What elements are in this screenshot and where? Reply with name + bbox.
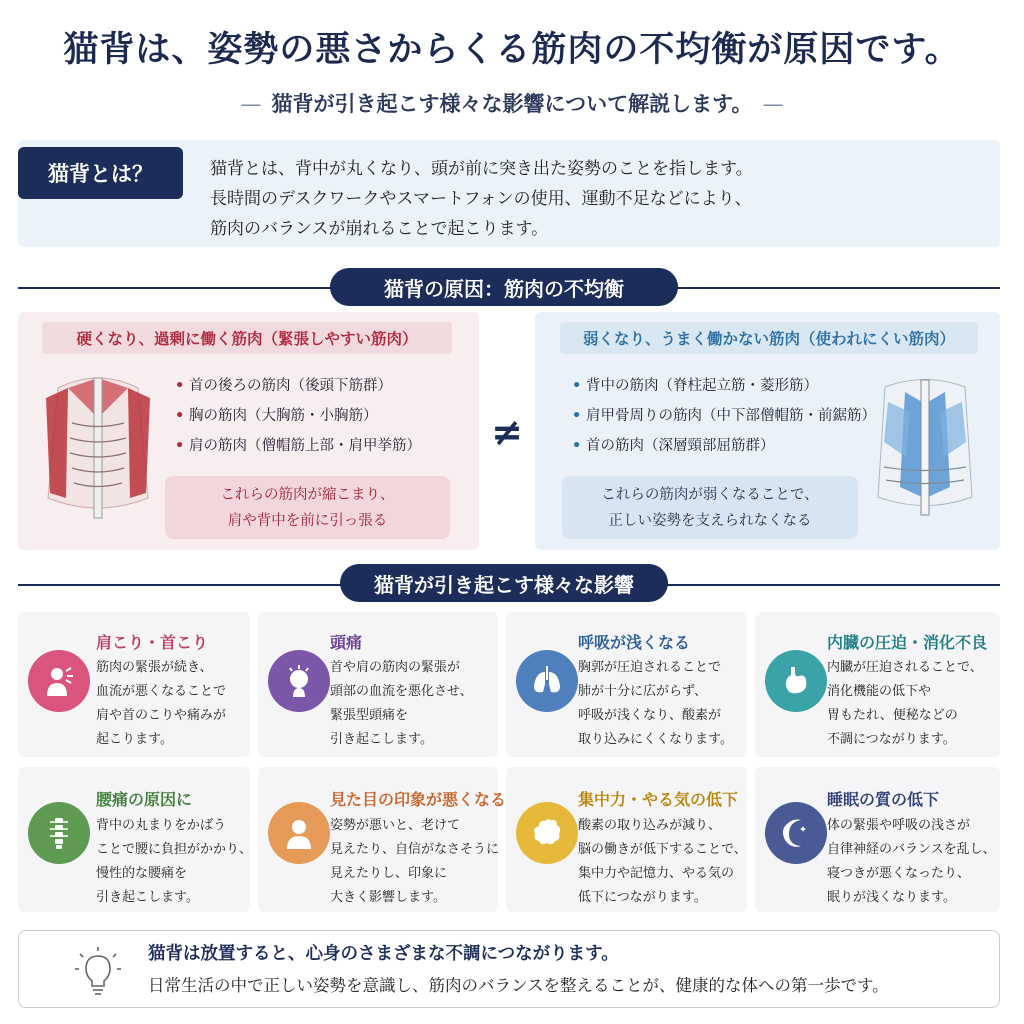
effect-line: 脳の働きが低下することで、 [578,842,747,857]
effect-description [827,814,996,910]
effect-line: 姿勢が悪いと、老けて [330,818,461,833]
effects-heading: 猫背が引き起こす様々な影響 [340,564,668,602]
effect-line: 引き起こします。 [96,890,199,905]
effect-description [827,656,983,752]
effect-line: ことで腰に負担がかかり、 [96,842,253,857]
effect-description [330,656,473,752]
effect-line: 体の緊張や呼吸の浅さが [827,818,971,833]
moon-icon [765,802,827,864]
cause-heading: 猫背の原因：筋肉の不均衡 [330,268,678,306]
dash-left: — [240,92,262,116]
neck-pain-icon [28,650,90,712]
list-item: • 首の筋肉（深層頸部屈筋群） [572,438,775,454]
effect-title: 睡眠の質の低下 [827,790,940,809]
effect-description [578,814,747,910]
effect-card [755,767,1000,912]
page-title: 猫背は、姿勢の悪さからくる筋肉の不均衡が原因です。 [63,30,961,70]
headache-icon [268,650,330,712]
effect-card [18,767,253,912]
summary-line-1: 猫背は放置すると、心身のさまざまな不調につながります。 [148,944,619,964]
list-item: • 肩甲骨周りの筋肉（中下部僧帽筋・前鋸筋） [572,408,876,424]
effect-line: 慢性的な腰痛を [96,866,188,881]
subtitle-text: 猫背が引き起こす様々な影響について解説します。 [271,92,753,116]
list-item: • 首の後ろの筋肉（後頭下筋群） [175,378,392,394]
dash-right: — [762,92,784,116]
effect-line: 消化機能の低下や [827,684,932,699]
effect-line: 胸郭が圧迫されることで [578,660,722,675]
weak-muscles-illustration [870,372,980,522]
weak-muscles-note: これらの筋肉が弱くなることで、 正しい姿勢を支えられなくなる [562,476,858,539]
definition-text [210,154,990,244]
effect-title: 見た目の印象が悪くなる [330,790,507,809]
effect-card [258,612,498,757]
person-icon [268,802,330,864]
effect-line: 眠りが浅くなります。 [827,890,956,905]
brain-icon [516,802,578,864]
effect-title: 呼吸が浅くなる [578,633,691,652]
effect-line: 取り込みにくくなります。 [578,732,733,747]
effect-title: 腰痛の原因に [96,790,193,809]
effect-line: 背中の丸まりをかばう [96,818,227,833]
effect-description [96,656,226,752]
not-equal-sign: ≠ [491,410,523,454]
tight-muscles-note: これらの筋肉が縮こまり、 肩や背中を前に引っ張る [165,476,450,539]
effect-line: 引き起こします。 [330,732,433,747]
weak-muscles-title: 弱くなり、うまく働かない筋肉（使われにくい筋肉） [560,322,978,354]
summary-line-2: 日常生活の中で正しい姿勢を意識し、筋肉のバランスを整えることが、健康的な体への第一歩です。 [148,976,889,995]
effect-line: 血流が悪くなることで [96,684,227,699]
effect-line: 大きく影響します。 [330,890,446,905]
effect-card [18,612,250,757]
list-item: • 肩の筋肉（僧帽筋上部・肩甲挙筋） [175,438,421,454]
spine-icon [28,802,90,864]
effect-title: 集中力・やる気の低下 [578,790,739,809]
effect-line: 見えたりし、印象に [330,866,448,881]
list-item: • 胸の筋肉（大胸筋・小胸筋） [175,408,378,424]
effect-line: 頭部の血流を悪化させ、 [330,684,473,699]
effect-description [578,656,733,752]
stomach-icon [765,650,827,712]
definition-line: 猫背とは、背中が丸くなり、頭が前に突き出た姿勢のことを指します。 [210,159,753,179]
effect-line: 自律神経のバランスを乱し、 [827,842,996,857]
definition-label: 猫背とは？ [18,147,183,199]
effect-line: 酸素の取り込みが減り、 [578,818,722,833]
definition-line: 長時間のデスクワークやスマートフォンの使用、運動不足などにより、 [210,189,752,209]
effect-line: 緊張型頭痛を [330,708,409,723]
effect-title: 内臓の圧迫・消化不良 [827,633,988,652]
page-subtitle [0,88,1024,118]
list-item: • 背中の筋肉（脊柱起立筋・菱形筋） [572,378,818,394]
effect-line: 低下につながります。 [578,890,707,905]
effect-line: 胃もたれ、便秘などの [827,708,958,723]
effect-line: 起こります。 [96,732,173,747]
effect-line: 集中力や記憶力、やる気の [578,866,735,881]
effect-line: 見えたり、自信がなさそうに [330,842,500,857]
effect-line: 呼吸が浅くなり、酸素が [578,708,722,723]
effect-description [330,814,499,910]
effect-line: 肺が十分に広がらず、 [578,684,707,699]
definition-line: 筋肉のバランスが崩れることで起こります。 [210,219,549,239]
effect-title: 肩こり・首こり [96,633,209,652]
effect-description [96,814,252,910]
effect-card [755,612,1000,757]
tight-muscles-title: 硬くなり、過剰に働く筋肉（緊張しやすい筋肉） [42,322,452,354]
effect-line: 内臓が圧迫されることで、 [827,660,983,675]
effect-card [506,612,747,757]
effect-card [506,767,747,912]
effect-line: 寝つきが悪くなったり、 [827,866,971,881]
tight-muscles-illustration [38,368,158,528]
lightbulb-icon [70,944,126,1000]
effect-line: 筋肉の緊張が続き、 [96,660,213,675]
effect-card [258,767,507,912]
effect-title: 頭痛 [330,633,363,652]
weak-muscles-list [572,371,876,461]
effect-line: 首や肩の筋肉の緊張が [330,660,461,675]
lungs-icon [516,650,578,712]
tight-muscles-list [175,371,421,461]
effect-line: 不調につながります。 [827,732,956,747]
effect-line: 肩や首のこりや痛みが [96,708,227,723]
